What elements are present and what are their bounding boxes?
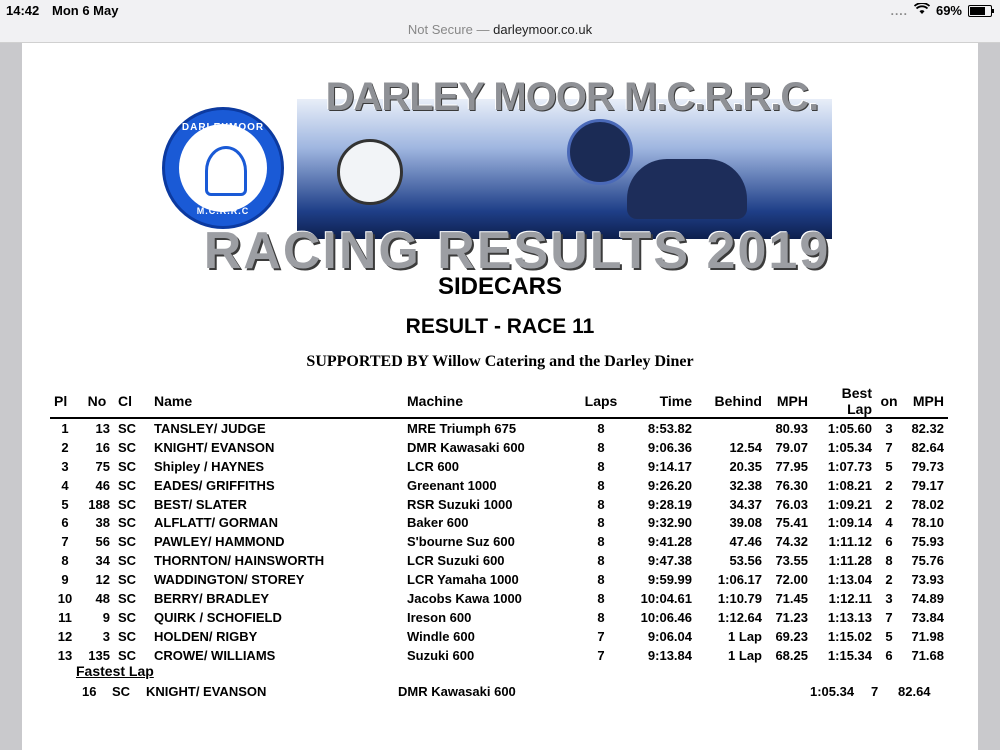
class-cell: SC bbox=[118, 572, 137, 588]
results-page bbox=[22, 43, 978, 750]
on-cell: 8 bbox=[885, 553, 893, 569]
logo-bottom-text: M.C.R.R.C bbox=[196, 206, 250, 216]
time-cell: 9:06.04 bbox=[647, 628, 692, 644]
table-row bbox=[50, 570, 948, 589]
number-cell: 135 bbox=[88, 647, 110, 663]
sponsor-heading: SUPPORTED BY Willow Catering and the Darley Diner bbox=[306, 353, 694, 370]
fastest-lap-no: 16 bbox=[82, 684, 97, 699]
laps-cell: 8 bbox=[597, 534, 605, 550]
status-date: Mon 6 May bbox=[52, 3, 119, 18]
table-row bbox=[50, 589, 948, 608]
best-mph-cell: 73.93 bbox=[911, 572, 944, 588]
best-mph-cell: 79.17 bbox=[911, 477, 944, 493]
behind-cell: 1:06.17 bbox=[717, 572, 762, 588]
behind-cell bbox=[696, 418, 766, 438]
machine-cell: LCR Suzuki 600 bbox=[407, 553, 505, 569]
on-cell: 7 bbox=[885, 439, 893, 455]
behind-cell: 34.37 bbox=[729, 496, 762, 512]
behind-cell: 47.46 bbox=[729, 534, 762, 550]
col-header: Laps bbox=[576, 385, 626, 418]
behind-cell: 53.56 bbox=[729, 553, 762, 569]
number-cell: 46 bbox=[95, 477, 110, 493]
pos-cell: 12 bbox=[57, 628, 73, 644]
best-lap-cell: 1:11.28 bbox=[828, 553, 872, 569]
pos-cell: 7 bbox=[61, 534, 69, 550]
banner-title: DARLEY MOOR M.C.R.R.C. bbox=[325, 75, 819, 119]
name-cell: PAWLEY/ HAMMOND bbox=[154, 534, 285, 550]
signal-icon: .... bbox=[890, 3, 908, 18]
col-header: Best Lap bbox=[812, 385, 876, 418]
table-row bbox=[50, 418, 948, 438]
laps-cell: 8 bbox=[597, 572, 605, 588]
best-mph-cell: 71.68 bbox=[911, 647, 944, 663]
time-cell: 10:06.46 bbox=[640, 609, 692, 625]
number-cell: 16 bbox=[95, 439, 110, 455]
name-cell: KNIGHT/ EVANSON bbox=[154, 439, 275, 455]
laps-cell: 7 bbox=[597, 628, 605, 644]
best-lap-cell: 1:11.12 bbox=[828, 534, 872, 550]
behind-cell: 1 Lap bbox=[728, 647, 762, 663]
best-mph-cell: 71.98 bbox=[911, 628, 944, 644]
not-secure-label: Not Secure — bbox=[407, 22, 490, 37]
table-row bbox=[50, 476, 948, 495]
time-cell: 10:04.61 bbox=[640, 590, 692, 606]
fastest-lap-machine: DMR Kawasaki 600 bbox=[398, 684, 516, 699]
rider-helmet-image bbox=[567, 119, 633, 185]
class-cell: SC bbox=[118, 458, 137, 474]
best-mph-cell: 78.10 bbox=[911, 515, 944, 531]
best-mph-cell: 74.89 bbox=[911, 590, 944, 606]
behind-cell: 1:12.64 bbox=[717, 609, 762, 625]
fastest-lap-time: 1:05.34 bbox=[810, 684, 855, 699]
laps-cell: 8 bbox=[597, 477, 605, 493]
machine-cell: MRE Triumph 675 bbox=[407, 420, 517, 436]
time-cell: 9:14.17 bbox=[647, 458, 692, 474]
machine-cell: LCR 600 bbox=[407, 458, 460, 474]
laps-cell: 8 bbox=[597, 590, 605, 606]
logo-emblem-icon bbox=[205, 146, 247, 196]
pos-cell: 11 bbox=[58, 609, 72, 625]
machine-cell: Windle 600 bbox=[407, 628, 475, 644]
table-row bbox=[50, 438, 948, 457]
table-header-row bbox=[50, 385, 948, 418]
mph-cell: 73.55 bbox=[775, 553, 808, 569]
mph-cell: 68.25 bbox=[775, 647, 808, 663]
number-cell: 34 bbox=[95, 553, 110, 569]
class-cell: SC bbox=[118, 515, 137, 531]
fastest-lap-class: SC bbox=[112, 684, 131, 699]
results-table bbox=[50, 385, 948, 665]
status-right bbox=[891, 3, 992, 18]
behind-cell: 20.35 bbox=[729, 458, 762, 474]
number-cell: 188 bbox=[88, 496, 110, 512]
mph-cell: 74.32 bbox=[775, 534, 808, 550]
col-header: Behind bbox=[696, 385, 766, 418]
name-cell: HOLDEN/ RIGBY bbox=[154, 628, 258, 644]
class-cell: SC bbox=[118, 647, 137, 663]
mph-cell: 76.03 bbox=[775, 496, 808, 512]
machine-cell: DMR Kawasaki 600 bbox=[407, 439, 525, 455]
fastest-lap-mph: 82.64 bbox=[898, 684, 931, 699]
address-bar[interactable] bbox=[0, 22, 1000, 43]
banner bbox=[162, 71, 852, 291]
best-lap-cell: 1:12.11 bbox=[828, 590, 872, 606]
on-cell: 7 bbox=[885, 609, 893, 625]
table-row bbox=[50, 495, 948, 514]
time-cell: 9:59.99 bbox=[647, 572, 692, 588]
pos-cell: 13 bbox=[57, 647, 73, 663]
pos-cell: 8 bbox=[61, 553, 69, 569]
table-body bbox=[50, 418, 948, 665]
best-mph-cell: 82.64 bbox=[911, 439, 944, 455]
fastest-lap-heading: Fastest Lap bbox=[76, 663, 154, 679]
table-row bbox=[50, 513, 948, 532]
number-cell: 75 bbox=[95, 458, 110, 474]
name-cell: BEST/ SLATER bbox=[154, 496, 247, 512]
url-domain: darleymoor.co.uk bbox=[493, 22, 593, 37]
number-cell: 9 bbox=[102, 609, 110, 625]
mph-cell: 77.95 bbox=[775, 458, 808, 474]
number-cell: 13 bbox=[95, 420, 110, 436]
col-header: Name bbox=[150, 385, 403, 418]
machine-cell: Suzuki 600 bbox=[407, 647, 475, 663]
name-cell: QUIRK / SCHOFIELD bbox=[154, 609, 282, 625]
col-header: on bbox=[876, 385, 902, 418]
battery-percent: 69% bbox=[935, 3, 962, 18]
mph-cell: 75.41 bbox=[775, 515, 808, 531]
col-header: MPH bbox=[766, 385, 812, 418]
best-lap-cell: 1:13.13 bbox=[827, 609, 872, 625]
on-cell: 6 bbox=[885, 647, 893, 663]
on-cell: 3 bbox=[885, 420, 893, 436]
table-row bbox=[50, 646, 948, 665]
col-header: Machine bbox=[403, 385, 576, 418]
pos-cell: 1 bbox=[61, 420, 69, 436]
pos-cell: 3 bbox=[61, 458, 69, 474]
time-cell: 9:28.19 bbox=[647, 496, 692, 512]
on-cell: 2 bbox=[885, 496, 893, 512]
class-cell: SC bbox=[118, 609, 137, 625]
machine-cell: Ireson 600 bbox=[407, 609, 472, 625]
class-cell: SC bbox=[118, 477, 137, 493]
wifi-icon bbox=[914, 3, 930, 18]
behind-cell: 12.54 bbox=[729, 439, 762, 455]
laps-cell: 7 bbox=[597, 647, 605, 663]
laps-cell: 8 bbox=[597, 458, 605, 474]
fastest-lap-on: 7 bbox=[871, 684, 879, 699]
machine-cell: Greenant 1000 bbox=[407, 477, 497, 493]
on-cell: 5 bbox=[885, 458, 893, 474]
on-cell: 4 bbox=[885, 515, 893, 531]
battery-icon bbox=[968, 5, 992, 17]
pos-cell: 5 bbox=[61, 496, 69, 512]
best-lap-cell: 1:15.02 bbox=[827, 628, 872, 644]
best-mph-cell: 73.84 bbox=[911, 609, 944, 625]
behind-cell: 1:10.79 bbox=[717, 590, 762, 606]
name-cell: EADES/ GRIFFITHS bbox=[154, 477, 275, 493]
logo-top-text: DARLEYMOOR bbox=[181, 122, 265, 133]
on-cell: 2 bbox=[885, 477, 893, 493]
race-heading: RESULT - RACE 11 bbox=[405, 315, 595, 338]
name-cell: ALFLATT/ GORMAN bbox=[154, 515, 278, 531]
motorbike-image bbox=[627, 159, 747, 219]
laps-cell: 8 bbox=[597, 609, 605, 625]
status-time: 14:42 bbox=[6, 3, 40, 18]
time-cell: 9:06.36 bbox=[647, 439, 692, 455]
best-lap-cell: 1:09.14 bbox=[827, 515, 872, 531]
machine-cell: LCR Yamaha 1000 bbox=[407, 572, 519, 588]
best-lap-cell: 1:13.04 bbox=[827, 572, 872, 588]
laps-cell: 8 bbox=[597, 515, 605, 531]
time-cell: 9:32.90 bbox=[647, 515, 692, 531]
class-cell: SC bbox=[118, 628, 137, 644]
best-lap-cell: 1:07.73 bbox=[827, 458, 872, 474]
name-cell: Shipley / HAYNES bbox=[154, 458, 265, 474]
col-header: Time bbox=[626, 385, 696, 418]
best-mph-cell: 75.76 bbox=[911, 553, 944, 569]
on-cell: 3 bbox=[885, 590, 893, 606]
number-cell: 12 bbox=[95, 572, 110, 588]
machine-cell: Jacobs Kawa 1000 bbox=[407, 590, 522, 606]
time-cell: 9:47.38 bbox=[647, 553, 692, 569]
pos-cell: 10 bbox=[57, 590, 73, 606]
name-cell: BERRY/ BRADLEY bbox=[154, 590, 270, 606]
best-lap-cell: 1:08.21 bbox=[827, 477, 872, 493]
laps-cell: 8 bbox=[597, 420, 605, 436]
machine-cell: Baker 600 bbox=[407, 515, 469, 531]
table-row bbox=[50, 551, 948, 570]
number-cell: 38 bbox=[95, 515, 110, 531]
laps-cell: 8 bbox=[597, 439, 605, 455]
mph-cell: 79.07 bbox=[775, 439, 808, 455]
pos-cell: 2 bbox=[61, 439, 69, 455]
name-cell: THORNTON/ HAINSWORTH bbox=[154, 553, 325, 569]
table-row bbox=[50, 627, 948, 646]
number-cell: 3 bbox=[102, 628, 110, 644]
best-lap-cell: 1:05.60 bbox=[827, 420, 872, 436]
time-cell: 9:41.28 bbox=[647, 534, 692, 550]
behind-cell: 39.08 bbox=[729, 515, 762, 531]
on-cell: 6 bbox=[885, 534, 893, 550]
best-mph-cell: 82.32 bbox=[911, 420, 944, 436]
best-lap-cell: 1:05.34 bbox=[827, 439, 872, 455]
status-bar bbox=[0, 0, 1000, 22]
class-cell: SC bbox=[118, 534, 137, 550]
class-cell: SC bbox=[118, 496, 137, 512]
rider-helmet-image bbox=[337, 139, 403, 205]
pos-cell: 6 bbox=[61, 515, 69, 531]
pos-cell: 9 bbox=[61, 572, 69, 588]
time-cell: 9:13.84 bbox=[647, 647, 692, 663]
number-cell: 48 bbox=[95, 590, 110, 606]
number-cell: 56 bbox=[95, 534, 110, 550]
behind-cell: 1 Lap bbox=[728, 628, 762, 644]
class-cell: SC bbox=[118, 420, 137, 436]
fastest-lap-name: KNIGHT/ EVANSON bbox=[146, 684, 267, 699]
col-header: Pl bbox=[50, 385, 80, 418]
best-mph-cell: 79.73 bbox=[911, 458, 944, 474]
col-header: No bbox=[80, 385, 114, 418]
mph-cell: 69.23 bbox=[775, 628, 808, 644]
time-cell: 9:26.20 bbox=[647, 477, 692, 493]
banner-photo bbox=[297, 99, 832, 239]
best-mph-cell: 78.02 bbox=[911, 496, 944, 512]
best-lap-cell: 1:09.21 bbox=[827, 496, 872, 512]
machine-cell: S'bourne Suz 600 bbox=[407, 534, 515, 550]
class-cell: SC bbox=[118, 553, 137, 569]
mph-cell: 71.45 bbox=[775, 590, 808, 606]
class-heading: SIDECARS bbox=[437, 273, 563, 300]
mph-cell: 80.93 bbox=[775, 420, 808, 436]
class-cell: SC bbox=[118, 439, 137, 455]
best-mph-cell: 75.93 bbox=[911, 534, 944, 550]
behind-cell: 32.38 bbox=[729, 477, 762, 493]
laps-cell: 8 bbox=[597, 496, 605, 512]
battery-fill bbox=[970, 7, 985, 15]
time-cell: 8:53.82 bbox=[647, 420, 692, 436]
col-header: Cl bbox=[114, 385, 150, 418]
club-logo bbox=[162, 107, 284, 229]
pos-cell: 4 bbox=[61, 477, 69, 493]
mph-cell: 76.30 bbox=[775, 477, 808, 493]
name-cell: WADDINGTON/ STOREY bbox=[154, 572, 305, 588]
mph-cell: 71.23 bbox=[775, 609, 808, 625]
name-cell: CROWE/ WILLIAMS bbox=[154, 647, 276, 663]
name-cell: TANSLEY/ JUDGE bbox=[154, 420, 266, 436]
table-row bbox=[50, 532, 948, 551]
table-row bbox=[50, 457, 948, 476]
best-lap-cell: 1:15.34 bbox=[827, 647, 872, 663]
banner-subtitle: RACING RESULTS 2019 bbox=[203, 222, 831, 280]
col-header: MPH bbox=[902, 385, 948, 418]
table-row bbox=[50, 608, 948, 627]
class-cell: SC bbox=[118, 590, 137, 606]
laps-cell: 8 bbox=[597, 553, 605, 569]
machine-cell: RSR Suzuki 1000 bbox=[407, 496, 513, 512]
on-cell: 2 bbox=[885, 572, 893, 588]
mph-cell: 72.00 bbox=[775, 572, 808, 588]
on-cell: 5 bbox=[885, 628, 893, 644]
